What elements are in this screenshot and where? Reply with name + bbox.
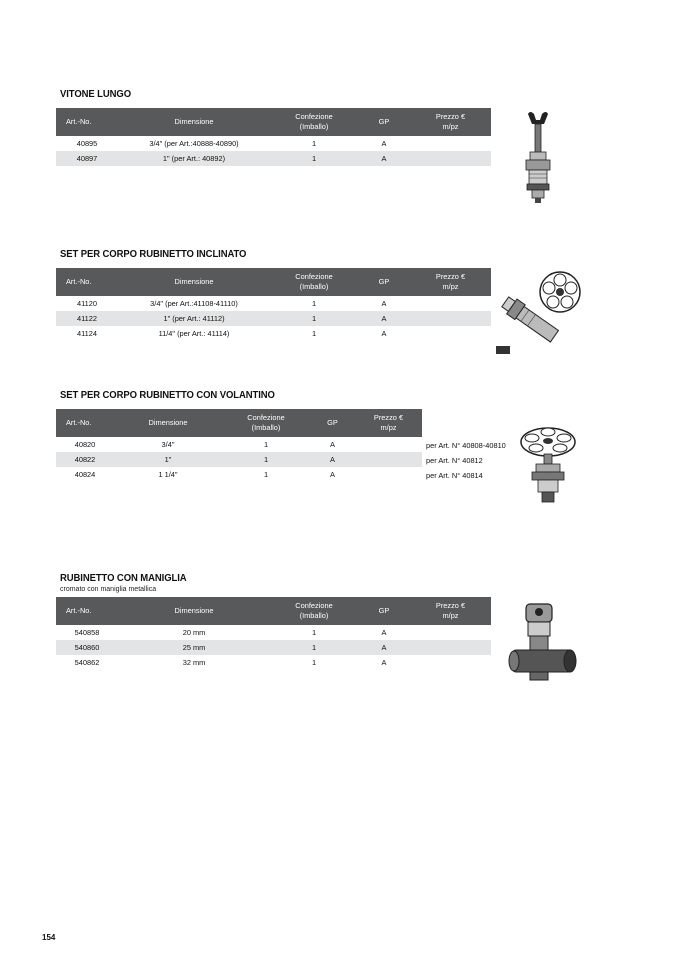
cell-prezzo [410, 151, 491, 166]
col-gp: GP [358, 108, 410, 136]
col-dimensione: Dimensione [118, 108, 270, 136]
cell-dim: 32 mm [182, 658, 206, 667]
long-valve-spindle-icon [520, 108, 556, 204]
cell-conf: 1 [270, 311, 358, 326]
table-row [56, 296, 491, 311]
cell-conf: 1 [222, 452, 310, 467]
col-confezione: Confezione (Imballo) [270, 108, 358, 136]
cell-art: 40824 [74, 470, 96, 479]
cell-dim: 1 1/4" [158, 470, 178, 479]
col-confezione: Confezione (Imballo) [270, 268, 358, 296]
cell-gp: A [381, 139, 387, 148]
cell-prezzo [410, 326, 491, 341]
cell-prezzo [410, 625, 491, 640]
section-subtitle: cromato con maniglia metallica [60, 586, 157, 593]
cell-gp: A [358, 640, 410, 655]
col-art-no: Art.-No. [56, 268, 118, 296]
cell-prezzo [355, 437, 422, 452]
table-row [56, 452, 422, 467]
cell-dim: 3/4" [161, 440, 175, 449]
cell-dim: 1" (per Art.: 40892) [118, 151, 270, 166]
cell-conf: 1 [270, 640, 358, 655]
cell-prezzo [410, 136, 491, 151]
table-row [56, 311, 491, 326]
inclined-valve-set-icon [492, 268, 588, 360]
cell-art: 540858 [74, 628, 100, 637]
cell-gp: A [358, 311, 410, 326]
cell-conf: 1 [263, 440, 269, 449]
cell-gp: A [358, 151, 410, 166]
cell-art: 41124 [76, 329, 97, 338]
cell-dim: 3/4" (per Art.:40888-40890) [149, 139, 239, 148]
cell-art: 40820 [74, 440, 96, 449]
table-row [56, 151, 491, 166]
cell-prezzo [410, 296, 491, 311]
table-header-row [56, 108, 491, 136]
section-title: SET PER CORPO RUBINETTO INCLINATO [60, 249, 247, 260]
col-confezione: Confezione (Imballo) [222, 409, 310, 437]
cell-dim: 1" (per Art.: 41112) [118, 311, 270, 326]
cell-art: 41122 [56, 311, 118, 326]
cell-conf: 1 [270, 151, 358, 166]
cell-dim: 1" [114, 452, 222, 467]
product-table [56, 108, 491, 166]
product-table [56, 409, 422, 482]
cell-gp: A [381, 299, 387, 308]
cell-conf: 1 [311, 299, 317, 308]
cell-conf: 1 [311, 628, 317, 637]
cell-art: 540862 [74, 658, 100, 667]
section-title: RUBINETTO CON MANIGLIA [60, 573, 187, 584]
col-dimensione: Dimensione [114, 409, 222, 437]
cell-dim: 20 mm [182, 628, 206, 637]
cell-art: 41120 [76, 299, 97, 308]
cell-prezzo [410, 311, 491, 326]
handwheel-valve-set-icon [518, 424, 578, 506]
col-gp: GP [310, 409, 355, 437]
col-prezzo: Prezzo € m/pz [410, 268, 491, 296]
cell-conf: 1 [311, 658, 317, 667]
cell-art: 40897 [56, 151, 118, 166]
col-prezzo: Prezzo € m/pz [410, 108, 491, 136]
table-row [56, 625, 491, 640]
cell-gp: A [330, 440, 335, 449]
cell-dim: 25 mm [118, 640, 270, 655]
cell-prezzo [410, 655, 491, 670]
section-title: VITONE LUNGO [60, 89, 131, 100]
col-art-no: Art.-No. [56, 597, 118, 625]
col-art-no: Art.-No. [56, 108, 118, 136]
cell-conf: 1 [263, 470, 269, 479]
table-row [56, 326, 491, 341]
compat-note: per Art. N° 40812 [426, 456, 483, 465]
col-prezzo: Prezzo € m/pz [355, 409, 422, 437]
page-number: 154 [42, 933, 56, 942]
col-prezzo: Prezzo € m/pz [410, 597, 491, 625]
section-title: SET PER CORPO RUBINETTO CON VOLANTINO [60, 390, 275, 401]
table-row [56, 655, 491, 670]
col-confezione: Confezione (Imballo) [270, 597, 358, 625]
cell-conf: 1 [311, 329, 317, 338]
cell-conf: 1 [311, 139, 317, 148]
cell-prezzo [410, 640, 491, 655]
cell-art: 40822 [56, 452, 114, 467]
product-table [56, 268, 491, 341]
table-header-row [56, 597, 491, 625]
table-header-row [56, 409, 422, 437]
cell-gp: A [381, 628, 387, 637]
table-row [56, 467, 422, 482]
col-dimensione: Dimensione [118, 268, 270, 296]
col-dimensione: Dimensione [118, 597, 270, 625]
cell-gp: A [381, 658, 387, 667]
cell-dim: 11/4" (per Art.: 41114) [158, 329, 230, 338]
compat-note: per Art. N° 40814 [426, 471, 483, 480]
cell-art: 40895 [76, 139, 98, 148]
cell-gp: A [381, 329, 387, 338]
cell-prezzo [355, 467, 422, 482]
compat-note: per Art. N° 40808-40810 [426, 441, 506, 450]
table-header-row [56, 268, 491, 296]
cell-gp: A [330, 470, 335, 479]
cell-art: 540860 [56, 640, 118, 655]
product-table [56, 597, 491, 670]
table-row [56, 640, 491, 655]
cell-dim: 3/4" (per Art.:41108-41110) [150, 299, 238, 308]
col-art-no: Art.-No. [56, 409, 114, 437]
col-gp: GP [358, 597, 410, 625]
table-row [56, 136, 491, 151]
handle-valve-icon [500, 600, 582, 690]
cell-prezzo [355, 452, 422, 467]
table-row [56, 437, 422, 452]
col-gp: GP [358, 268, 410, 296]
cell-gp: A [310, 452, 355, 467]
